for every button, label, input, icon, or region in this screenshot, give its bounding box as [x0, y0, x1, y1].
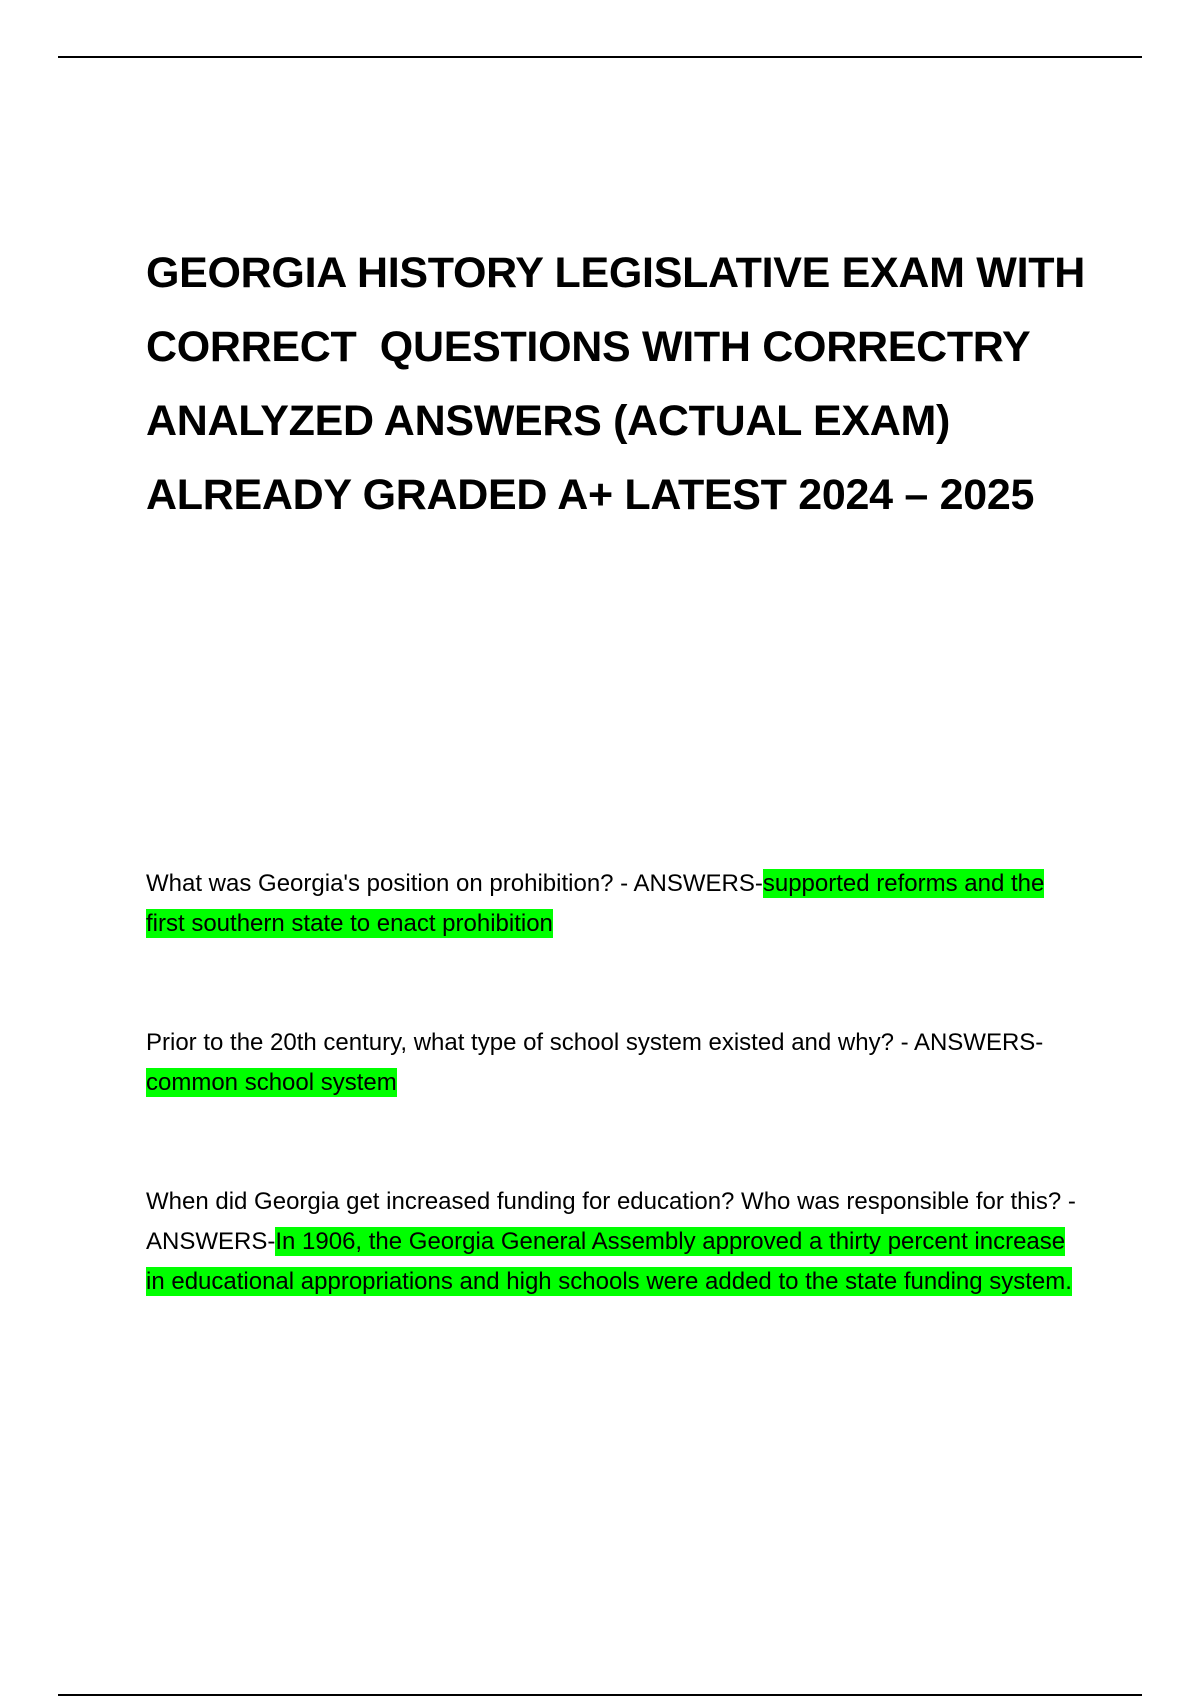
document-title: GEORGIA HISTORY LEGISLATIVE EXAM WITH CORRECT QUESTIONS WITH CORRECTRY ANALYZED ANSWERS (ACTUAL EXAM) ALREADY GRADED A+ LATEST 2024 – 2025	[146, 249, 1097, 519]
question-text: Prior to the 20th century, what type of school system existed and why? - ANSWERS-	[146, 1029, 1044, 1056]
question-text: What was Georgia's position on prohibition? - ANSWERS-	[146, 870, 763, 897]
qa-item-3	[146, 1182, 1086, 1302]
bottom-rule	[58, 1694, 1142, 1696]
answer-highlight: common school system	[146, 1069, 397, 1096]
qa-item-2	[146, 1023, 1086, 1103]
answer-highlight: In 1906, the Georgia General Assembly approved a thirty percent increase in educational appropriations and high schools were added to the state funding system.	[146, 1228, 1072, 1295]
answer-highlight: supported reforms and the first southern state to enact prohibition	[146, 870, 1045, 937]
question-text: When did Georgia get increased funding for education? Who was responsible for this? - ANSWERS-	[146, 1188, 1076, 1255]
qa-item-1	[146, 864, 1086, 944]
top-rule	[58, 56, 1142, 58]
